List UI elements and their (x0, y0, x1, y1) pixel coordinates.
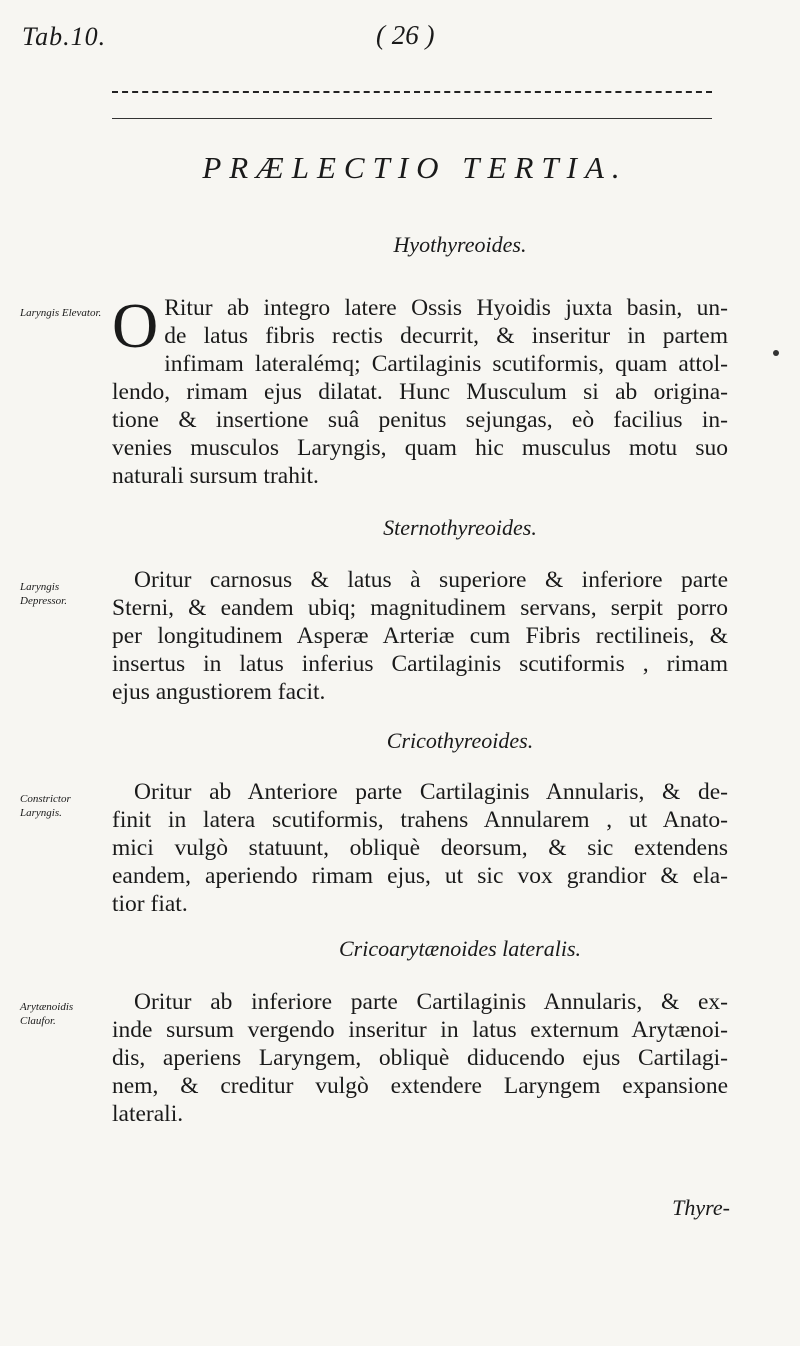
section-heading-sternothyreoides: Sternothyreoides. (383, 515, 537, 540)
text-line: tior fiat. (112, 891, 188, 917)
text-line: ejus angustiorem facit. (112, 679, 326, 705)
header-rule-dashed (112, 91, 712, 93)
text-line: naturali sursum trahit. (112, 463, 319, 489)
text-line: Oritur ab inferiore parte Cartilaginis Annularis, & ex- (134, 989, 728, 1015)
paragraph-cricothyreoides (112, 778, 728, 918)
text-line: per longitudinem Asperæ Arteriæ cum Fibris rectilineis, & (112, 623, 728, 649)
text-line: dis, aperiens Laryngem, obliquè diducendo ejus Cartilagi- (112, 1045, 728, 1071)
page-number: ( 26 ) (376, 20, 435, 50)
text-line: tione & insertione suâ penitus sejungas, eò facilius in- (112, 407, 728, 433)
paragraph-cricoarytaenoides (112, 988, 728, 1128)
ink-mark (773, 350, 779, 356)
text-line: mici vulgò statuunt, obliquè deorsum, & sic extendens (112, 835, 728, 861)
margin-note: Laryngis Depressor. (20, 581, 67, 607)
header-rule (112, 118, 712, 119)
margin-note: Laryngis Elevator. (20, 307, 102, 319)
text-line: lendo, rimam ejus dilatat. Hunc Musculum si ab origina- (112, 379, 728, 405)
margin-note: Arytænoidis Claufor. (20, 1001, 74, 1027)
text-line: insertus in latus inferius Cartilaginis scutiformis , rimam (112, 651, 728, 677)
drop-cap: O (112, 290, 159, 361)
text-line: finit in latera scutiformis, trahens Annularem , ut Anato- (112, 807, 728, 833)
text-line: Ritur ab integro latere Ossis Hyoidis juxta basin, un- (164, 295, 728, 321)
text-line: laterali. (112, 1101, 184, 1127)
section-heading-cricoarytaenoides: Cricoarytænoides lateralis. (339, 936, 581, 961)
paragraph-sternothyreoides (112, 566, 728, 706)
section-heading-hyothyreoides: Hyothyreoides. (393, 232, 527, 257)
page-title: PRÆLECTIO TERTIA. (202, 150, 628, 185)
text-line: venies musculos Laryngis, quam hic musculus motu suo (112, 435, 728, 461)
plate-reference: Tab.10. (22, 22, 107, 51)
text-line: inde sursum vergendo inseritur in latus externum Arytænoi- (112, 1017, 728, 1043)
paragraph-hyothyreoides (112, 290, 728, 490)
text-line: nem, & creditur vulgò extendere Laryngem expansione (112, 1073, 728, 1099)
section-heading-cricothyreoides: Cricothyreoides. (386, 728, 534, 753)
text-line: infimam lateralémq; Cartilaginis scutiformis, quam attol- (164, 351, 728, 377)
margin-note: Constrictor Laryngis. (20, 793, 71, 819)
text-line: Oritur carnosus & latus à superiore & inferiore parte (134, 567, 728, 593)
text-line: eandem, aperiendo rimam ejus, ut sic vox grandior & ela- (112, 863, 728, 889)
text-line: Oritur ab Anteriore parte Cartilaginis Annularis, & de- (134, 779, 728, 805)
catchword: Thyre- (672, 1195, 730, 1220)
text-line: de latus fibris rectis decurrit, & inseritur in partem (164, 323, 728, 349)
text-line: Sterni, & eandem ubiq; magnitudinem servans, serpit porro (112, 595, 728, 621)
